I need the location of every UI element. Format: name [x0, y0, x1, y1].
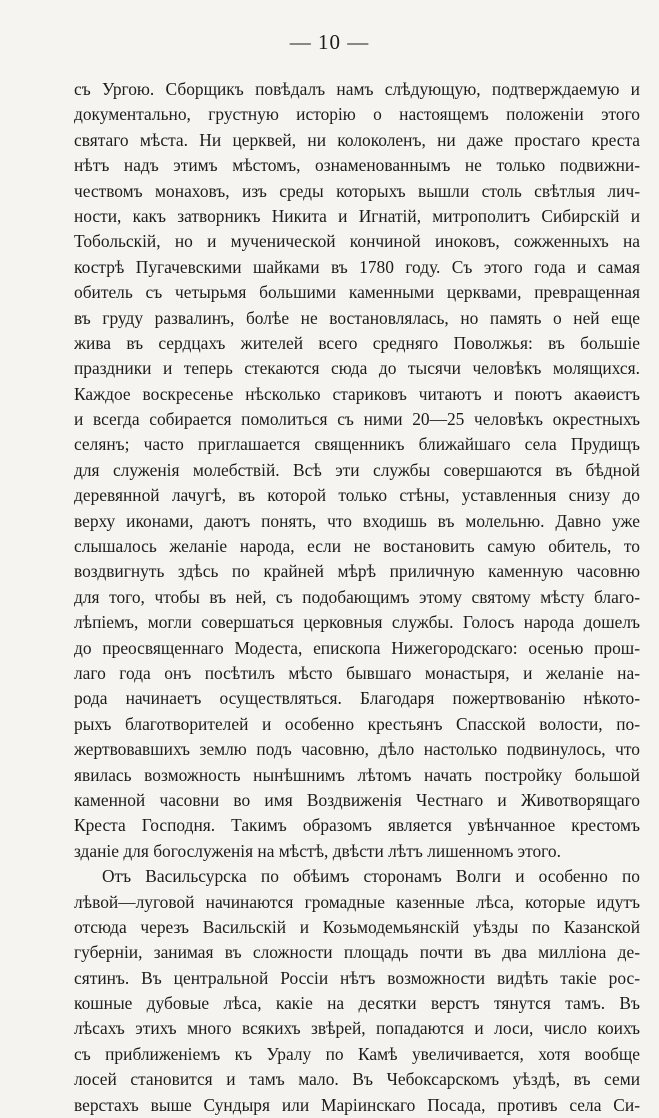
text-line: воздвигнуть здѣсь по крайней мѣрѣ приличную каменную часовню: [74, 561, 640, 582]
text-line: деревянной лачугѣ, въ которой только стѣны, уставленныя снизу до: [74, 485, 640, 506]
text-line: жертвовавшихъ землю подъ часовню, дѣло настолько подвинулось, что: [74, 739, 640, 760]
text-line: кошные дубовые лѣса, какіе на десятки верстъ тянутся тамъ. Въ: [74, 993, 640, 1014]
text-line: ности, какъ затворникъ Никита и Игнатій, митрополитъ Сибирскій и: [74, 205, 640, 226]
text-line: лаго года онъ посѣтилъ мѣсто бывшаго монастыря, и желаніе на-: [74, 662, 640, 683]
page-number: — 10 —: [289, 30, 370, 54]
text-line: слышалось желаніе народа, если не востановить самую обитель, то: [74, 536, 640, 557]
text-line: Креста Господня. Такимъ образомъ является увѣнчанное крестомъ: [74, 815, 640, 836]
text-line: чествомъ монаховъ, изъ среды которыхъ вышли столь свѣтлыя лич-: [74, 180, 640, 201]
text-line: явилась возможность нынѣшнимъ лѣтомъ начать постройку большой: [74, 764, 640, 785]
text-line: съ приближеніемъ къ Уралу по Камѣ увеличивается, хотя вообще: [74, 1043, 640, 1064]
text-line: зданіе для богослуженія на мѣстѣ, двѣсти лѣтъ лишенномъ этого.: [74, 840, 561, 861]
text-line: до преосвященнаго Модеста, епископа Нижегородскаго: осенью прош-: [74, 637, 640, 658]
text-line: кострѣ Пугачевскими шайками въ 1780 году. Съ этого года и самая: [74, 256, 640, 277]
text-line: рыхъ благотворителей и особенно крестьянъ Спасской волости, по-: [74, 713, 640, 734]
text-line: лосей становится и тамъ мало. Въ Чебоксарскомъ уѣздѣ, въ семи: [74, 1069, 640, 1090]
text-line: праздники и теперь стекаются сюда до тысячи человѣкъ молящихся.: [74, 358, 640, 379]
text-line: верстахъ выше Сундыря или Маріинскаго Посада, противъ села Си-: [74, 1094, 640, 1115]
text-line: святаго мѣста. Ни церквей, ни колоколенъ, ни даже простаго креста: [74, 129, 640, 150]
text-line: нѣтъ надъ этимъ мѣстомъ, ознаменованнымъ не только подвижни-: [74, 155, 640, 176]
text-line: отсюда черезъ Васильскій и Козьмодемьянскій уѣзды по Казанской: [74, 916, 640, 937]
text-line: Каждое воскресенье нѣсколько стариковъ читаютъ и поютъ акаѳистъ: [74, 383, 640, 404]
text-line: сятинъ. Въ центральной Россіи нѣтъ возможности видѣть такіе рос-: [74, 967, 640, 988]
text-line: селянъ; часто приглашается священникъ ближайшаго села Прудищъ: [74, 434, 640, 455]
text-line: губерніи, занимая въ сложности площадь почти въ два милліона де-: [74, 942, 640, 963]
body-text: [74, 77, 640, 1118]
text-line: верху иконами, даютъ понять, что входишь въ молельню. Давно уже: [74, 510, 640, 531]
text-line: лѣвой—луговой начинаются громадные казенные лѣса, которые идутъ: [74, 891, 640, 912]
text-line: документально, грустную исторію о настоящемъ положеніи этого: [74, 104, 640, 125]
paragraph: [74, 864, 640, 1118]
text-line: для того, чтобы въ ней, съ подобающимъ этому святому мѣсту благо-: [74, 586, 640, 607]
text-line: и всегда собирается помолиться съ ними 20—25 человѣкъ окрестныхъ: [74, 409, 640, 430]
text-line: съ Ургою. Сборщикъ повѣдалъ намъ слѣдующую, подтверждаемую и: [74, 79, 640, 99]
text-line: Отъ Васильсурска по обѣимъ сторонамъ Волги и особенно по: [102, 866, 640, 887]
text-line: для служенія молебствій. Всѣ эти службы совершаются въ бѣдной: [74, 459, 640, 480]
text-line: жива въ сердцахъ жителей всего средняго Поволжья: въ большіе: [74, 332, 640, 353]
text-line: лѣпіемъ, могли совершаться церковныя службы. Голосъ народа дошелъ: [74, 612, 640, 633]
text-line: Тобольскій, но и мученической кончиной иноковъ, сожженныхъ на: [74, 231, 640, 252]
text-line: въ груду развалинъ, болѣе не востановлялась, но память о ней еще: [74, 307, 640, 328]
text-line: рода начинаетъ осуществляться. Благодаря пожертвованію нѣкото-: [74, 688, 640, 709]
paragraph: [74, 77, 640, 864]
text-line: каменной часовни во имя Воздвиженія Честнаго и Животворящаго: [74, 789, 640, 810]
text-line: лѣсахъ этихъ много всякихъ звѣрей, попадаются и лоси, число коихъ: [74, 1018, 640, 1039]
text-line: обитель съ четырьмя большими каменными церквами, превращенная: [74, 282, 640, 303]
